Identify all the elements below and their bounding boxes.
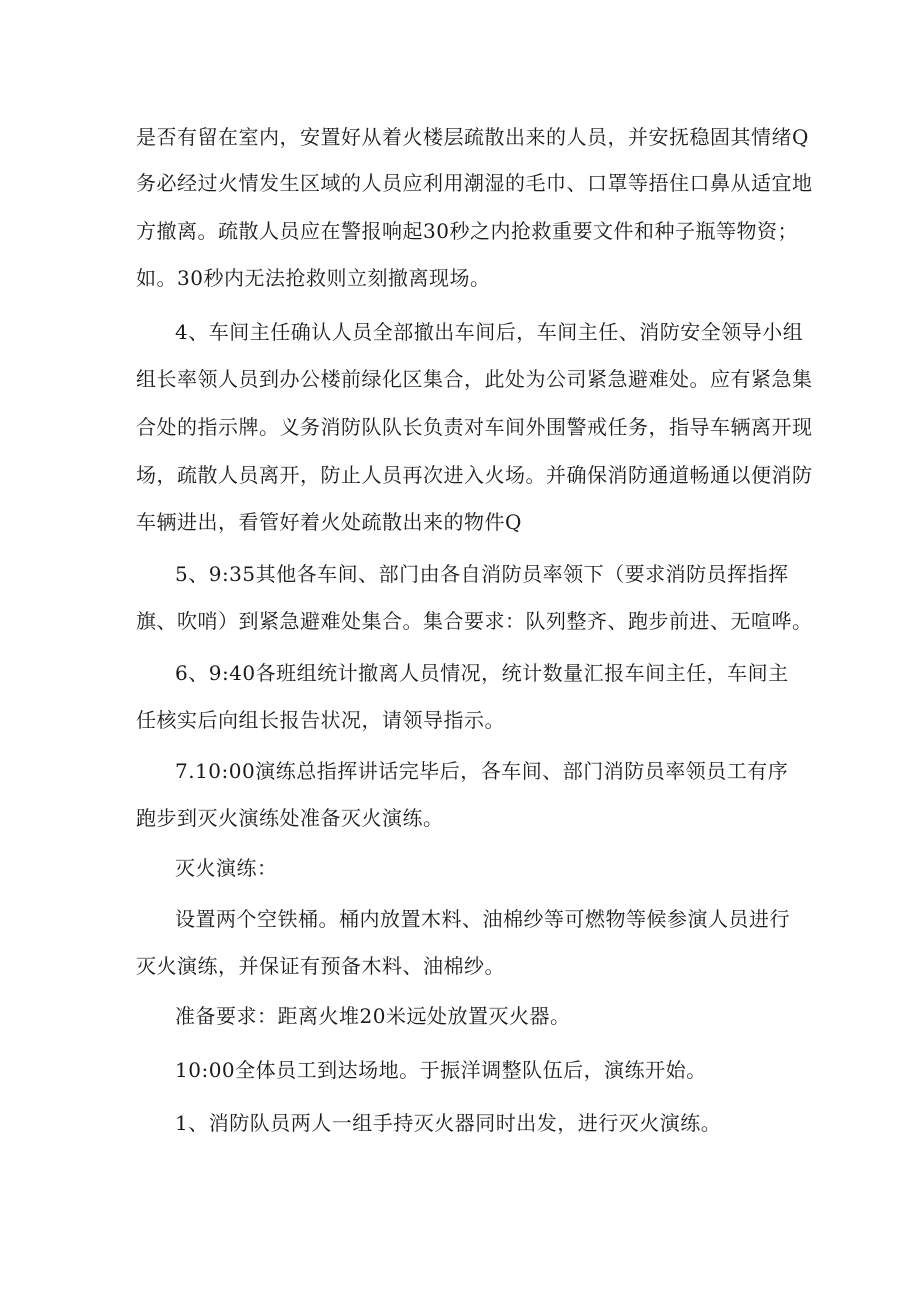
text-line-5: 4、车间主任确认人员全部撤出车间后，车间主任、消防安全领导小组: [175, 320, 804, 344]
text-line-21: 1、消防队员两人一组手持灭火器同时出发，进行灭火演练。: [175, 1111, 722, 1135]
text-line-19: 准备要求：距离火堆20米远处放置灭火器。: [175, 1004, 571, 1028]
text-line-15: 跑步到灭火演练处准备灭火演练。: [136, 806, 444, 830]
text-line-1: 是否有留在室内，安置好从着火楼层疏散出来的人员，并安抚稳固其情绪Q: [136, 125, 809, 149]
text-line-3: 方撤离。疏散人员应在警报响起30秒之内抢救重要文件和种子瓶等物资；: [136, 219, 798, 243]
text-line-6: 组长率领人员到办公楼前绿化区集合，此处为公司紧急避难处。应有紧急集: [136, 367, 813, 391]
text-line-20: 10:00全体员工到达场地。于振洋调整队伍后，演练开始。: [175, 1058, 707, 1082]
text-line-4: 如。30秒内无法抢救则立刻撤离现场。: [136, 266, 491, 290]
text-line-14: 7.10:00演练总指挥讲话完毕后，各车间、部门消防员率领员工有序: [175, 759, 789, 783]
text-line-10: 5、9:35其他各车间、部门由各自消防员率领下（要求消防员挥指挥: [175, 562, 789, 586]
text-line-13: 任核实后向组长报告状况，请领导指示。: [136, 708, 505, 732]
text-line-12: 6、9:40各班组统计撤离人员情况，统计数量汇报车间主任，车间主: [175, 661, 789, 685]
text-line-7: 合处的指示牌。义务消防队队长负责对车间外围警戒任务，指导车辆离开现: [136, 415, 813, 439]
section-heading: 灭火演练：: [175, 856, 278, 880]
text-line-11: 旗、吹哨）到紧急避难处集合。集合要求：队列整齐、跑步前进、无喧哗。: [136, 609, 813, 633]
text-line-2: 务必经过火情发生区域的人员应利用潮湿的毛巾、口罩等捂住口鼻从适宜地: [136, 171, 813, 195]
text-line-8: 场，疏散人员离开，防止人员再次进入火场。并确保消防通道畅通以便消防: [136, 463, 813, 487]
text-line-9: 车辆进出，看管好着火处疏散出来的物件Q: [136, 510, 522, 534]
text-line-17: 设置两个空铁桶。桶内放置木料、油棉纱等可燃物等候参演人员进行: [175, 907, 790, 931]
text-line-18: 灭火演练，并保证有预备木料、油棉纱。: [136, 954, 505, 978]
